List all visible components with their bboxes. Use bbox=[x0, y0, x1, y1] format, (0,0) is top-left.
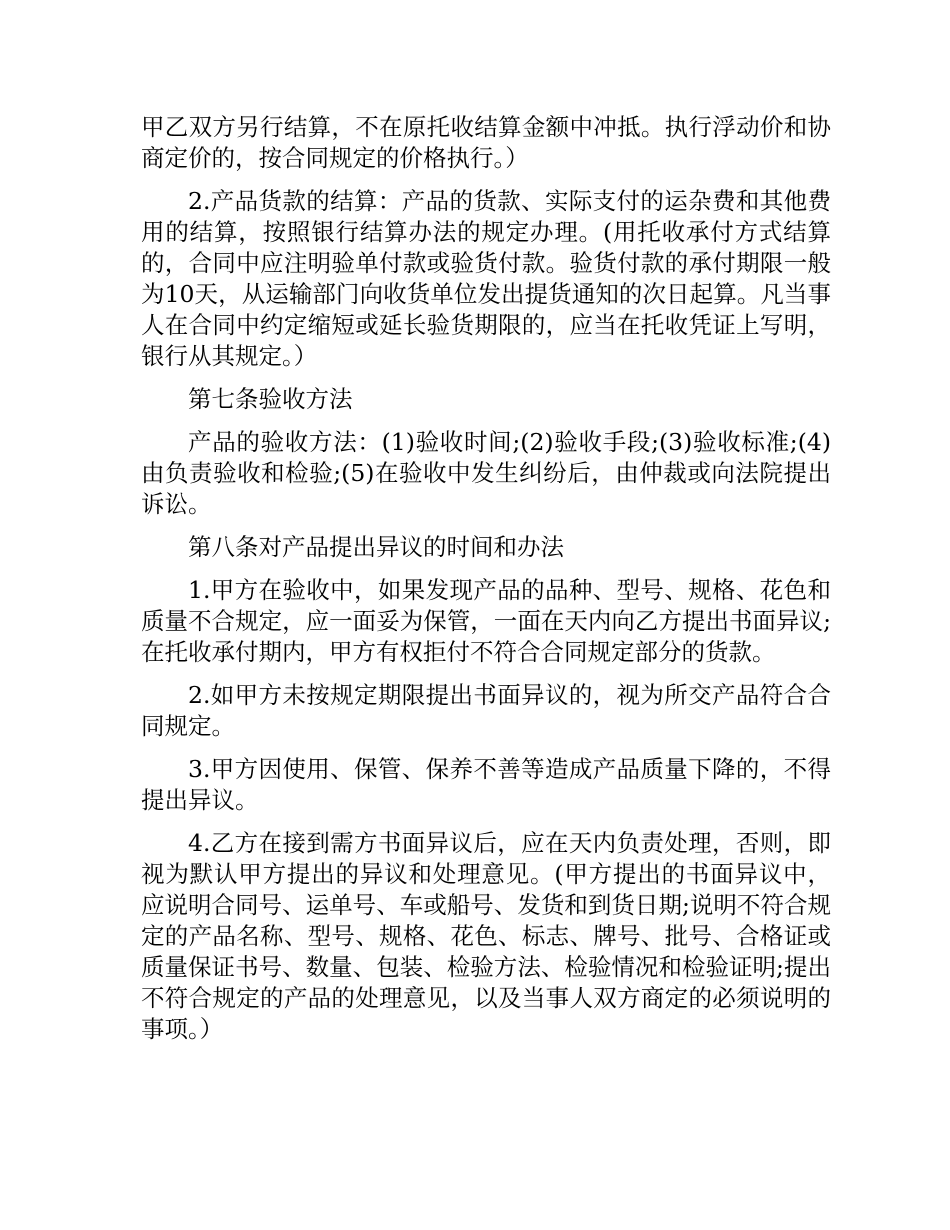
paragraph-objection-1: 1.甲方在验收中，如果发现产品的品种、型号、规格、花色和质量不合规定，应一面妥为保管，一面在天内向乙方提出书面异议;在托收承付期内，甲方有权拒付不符合合同规定部分的货款。 bbox=[141, 576, 831, 666]
article-7-heading: 第七条验收方法 bbox=[188, 385, 353, 413]
paragraph-settlement-continuation: 甲乙双方另行结算，不在原托收结算金额中冲抵。执行浮动价和协商定价的，按合同规定的价格执行。） bbox=[141, 113, 831, 172]
paragraph-objection-2: 2.如甲方未按规定期限提出书面异议的，视为所交产品符合合同规定。 bbox=[141, 681, 831, 740]
paragraph-inspection-methods: 产品的验收方法：(1)验收时间;(2)验收手段;(3)验收标准;(4)由负责验收和检验;(5)在验收中发生纠纷后，由仲裁或向法院提出诉讼。 bbox=[141, 428, 831, 518]
document-page bbox=[141, 112, 831, 1057]
paragraph-objection-4: 4.乙方在接到需方书面异议后，应在天内负责处理，否则，即视为默认甲方提出的异议和处理意见。(甲方提出的书面异议中，应说明合同号、运单号、车或船号、发货和到货日期;说明不符合规定的产品名称、型号、规格、花色、标志、牌号、批号、合格证或质量保证书号、数量、包装、检验方法、检验情况和检验证明;提出不符合规定的产品的处理意见，以及当事人双方商定的必须说明的事项。） bbox=[141, 829, 831, 1043]
article-8-heading: 第八条对产品提出异议的时间和办法 bbox=[188, 533, 564, 561]
paragraph-payment-settlement: 2.产品货款的结算：产品的货款、实际支付的运杂费和其他费用的结算，按照银行结算办法的规定办理。(用托收承付方式结算的，合同中应注明验单付款或验货付款。验货付款的承付期限一般为10天，从运输部门向收货单位发出提货通知的次日起算。凡当事人在合同中约定缩短或延长验货期限的，应当在托收凭证上写明，银行从其规定。） bbox=[141, 187, 831, 370]
paragraph-objection-3: 3.甲方因使用、保管、保养不善等造成产品质量下降的，不得提出异议。 bbox=[141, 755, 831, 814]
